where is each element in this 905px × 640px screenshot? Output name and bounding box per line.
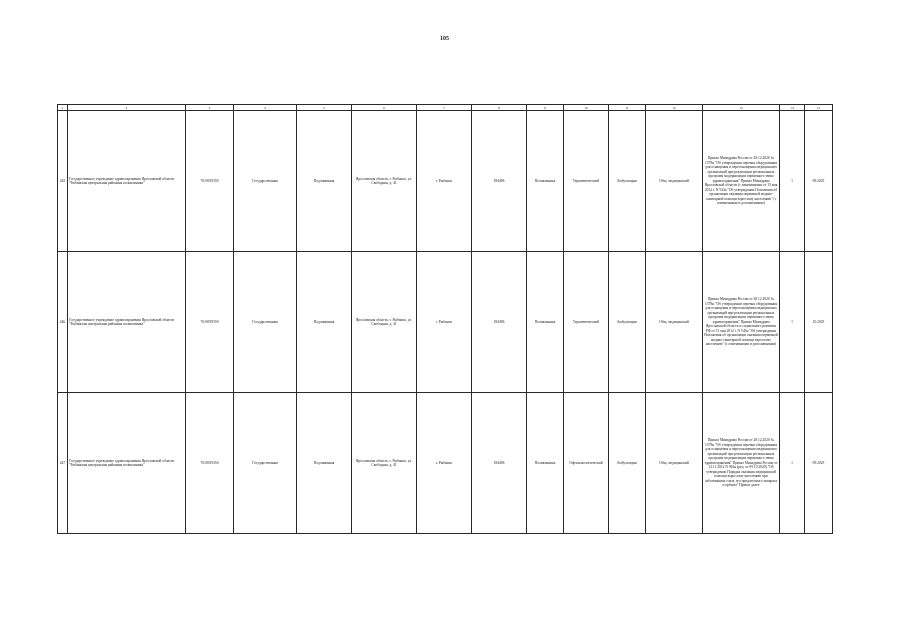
inn-cell: 7610019350	[186, 393, 234, 534]
postcode-cell: 184496	[472, 111, 527, 252]
regulation-cell: Приказ Минздрава России от 28.12.2020 № 1379н "Об утверждении перечня оборудования для оснащения и переоснащения медицинских организаций при реализации региональных программ модернизации первичного звена здравоохранения" Приказ Минздрава России от 12.11.2012 N 902н (ред. от 09.10.2020) "Об утверждении Порядка оказания медицинской помощи взрослому населению при заболеваниях глаза, его придаточного аппарата и орбиты" Приказ далее	[703, 393, 780, 534]
profile-cell: Общ. медицинский	[646, 252, 703, 393]
row-number: 447	[58, 393, 68, 534]
facility-type-cell: Поликлиника	[527, 111, 564, 252]
column-number-15: 15	[805, 105, 833, 111]
organization-name: Государственное учреждение здравоохранения Ярославской области "Рыбинская центральная районная поликлиника"	[68, 393, 186, 534]
address-cell: Ярославская область, г. Рыбинск, ул. Свободная, д. 41	[352, 111, 417, 252]
care-form-cell: Амбулаторно	[609, 111, 646, 252]
date-cell: 10.2025	[805, 252, 833, 393]
address-cell: Ярославская область, г. Рыбинск, ул. Свободная, д. 41	[352, 393, 417, 534]
column-number-13: 13	[703, 105, 780, 111]
column-number-12: 12	[646, 105, 703, 111]
column-number-8: 8	[472, 105, 527, 111]
row-number: 445	[58, 111, 68, 252]
column-number-4: 4	[234, 105, 297, 111]
ownership-cell: Государственная	[234, 111, 297, 252]
quantity-cell: 1	[780, 252, 805, 393]
postcode-cell: 184496	[472, 393, 527, 534]
date-cell: 09.2025	[805, 393, 833, 534]
status-cell: Подчиненная	[297, 393, 352, 534]
organization-name: Государственное учреждение здравоохранения Ярославской области "Рыбинская центральная районная поликлиника"	[68, 252, 186, 393]
column-number-10: 10	[564, 105, 609, 111]
postcode-cell: 184496	[472, 252, 527, 393]
column-number-14: 14	[780, 105, 805, 111]
row-number: 446	[58, 252, 68, 393]
ownership-cell: Государственная	[234, 252, 297, 393]
quantity-cell: 1	[780, 111, 805, 252]
column-number-7: 7	[417, 105, 472, 111]
facility-type-cell: Поликлиника	[527, 252, 564, 393]
column-number-9: 9	[527, 105, 564, 111]
specialty-cell: Терапевтический	[564, 111, 609, 252]
status-cell: Подчиненная	[297, 111, 352, 252]
inn-cell: 7610019350	[186, 111, 234, 252]
quantity-cell: 1	[780, 393, 805, 534]
column-number-5: 5	[297, 105, 352, 111]
inn-cell: 7610019350	[186, 252, 234, 393]
organization-name: Государственное учреждение здравоохранения Ярославской области "Рыбинская центральная районная поликлиника"	[68, 111, 186, 252]
city-cell: г. Рыбинск	[417, 111, 472, 252]
column-number-6: 6	[352, 105, 417, 111]
status-cell: Подчиненная	[297, 252, 352, 393]
column-number-11: 11	[609, 105, 646, 111]
column-number-3: 3	[186, 105, 234, 111]
table-row	[58, 393, 833, 534]
page-number: 105	[440, 36, 449, 42]
equipment-table	[57, 104, 833, 534]
table-row	[58, 111, 833, 252]
address-cell: Ярославская область, г. Рыбинск, ул. Свободная, д. 41	[352, 252, 417, 393]
specialty-cell: Офтальмологический	[564, 393, 609, 534]
regulation-cell: Приказ Минздрава России от 28.12.2020 № 1379н "Об утверждении перечня оборудования для оснащения и переоснащения медицинских организаций при реализации региональных программ модернизации первичного звена здравоохранения" Приказ Минздрава Ярославской области (с изменениями от 15 мая 2012 г. N 543н "Об утверждении Положения об организации оказания первичной медико-санитарной помощи взрослому населению" (с изменениями и дополнениями)	[703, 111, 780, 252]
column-number-1: 1	[58, 105, 68, 111]
specialty-cell: Терапевтический	[564, 252, 609, 393]
city-cell: г. Рыбинск	[417, 252, 472, 393]
care-form-cell: Амбулаторно	[609, 252, 646, 393]
date-cell: 09.2025	[805, 111, 833, 252]
profile-cell: Общ. медицинский	[646, 111, 703, 252]
facility-type-cell: Поликлиника	[527, 393, 564, 534]
column-number-2: 2	[68, 105, 186, 111]
profile-cell: Общ. медицинский	[646, 393, 703, 534]
care-form-cell: Амбулаторно	[609, 393, 646, 534]
table-row	[58, 252, 833, 393]
regulation-cell: Приказ Минздрава России от 28.12.2020 № 1379н "Об утверждении перечня оборудования для оснащения и переоснащения медицинских организаций при реализации региональных программ модернизации первичного звена здравоохранения" Приказ Минздрава Ярославской области и социального развития РФ от 15 мая 2012 г. N 543н "Об утверждении Положения об организации оказания первичной медико-санитарной помощи взрослому населению" (с изменениями и дополнениями)	[703, 252, 780, 393]
ownership-cell: Государственная	[234, 393, 297, 534]
city-cell: г. Рыбинск	[417, 393, 472, 534]
